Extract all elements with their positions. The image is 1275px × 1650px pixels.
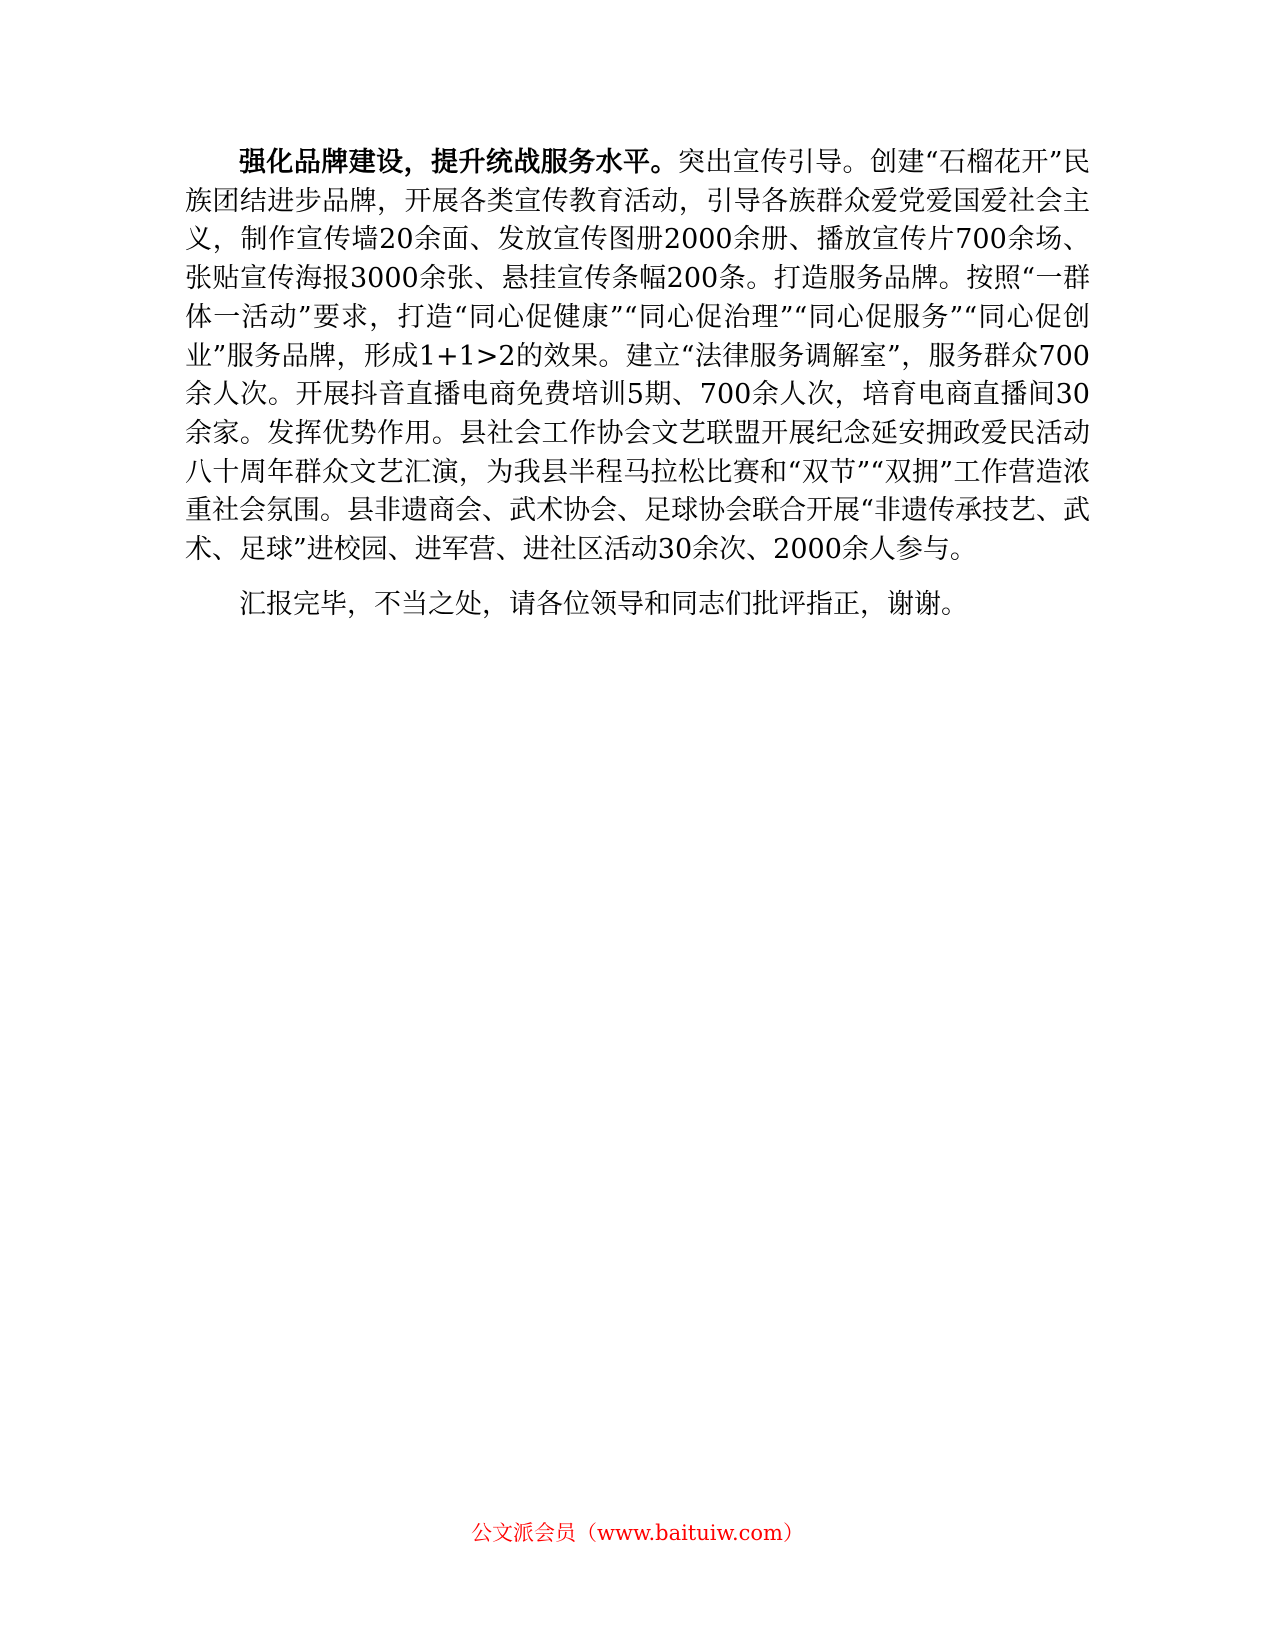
footer-watermark: 公文派会员（www.baituiw.com） [471,1521,804,1545]
paragraph-lead-heading: 强化品牌建设，提升统战服务水平。 [239,147,678,178]
paragraph-body-text: 突出宣传引导。创建“石榴花开”民族团结进步品牌，开展各类宣传教育活动，引导各族群众爱党爱国爱社会主义，制作宣传墙20余面、发放宣传图册2000余册、播放宣传片700余场、张贴宣传海报3000余张、悬挂宣传条幅200条。打造服务品牌。按照“一群体一活动”要求，打造“同心促健康”“同心促治理”“同心促服务”“同心促创业”服务品牌，形成1+1>2的效果。建立“法律服务调解室”，服务群众700余人次。开展抖音直播电商免费培训5期、700余人次，培育电商直播间30余家。发挥优势作用。县社会工作协会文艺联盟开展纪念延安拥政爱民活动八十周年群众文艺汇演，为我县半程马拉松比赛和“双节”“双拥”工作营造浓重社会氛围。县非遗商会、武术协会、足球协会联合开展“非遗传承技艺、武术、足球”进校园、进军营、进社区活动30余次、2000余人参与。 [185,147,1091,566]
paragraph-closing-remarks: 汇报完毕，不当之处，请各位领导和同志们批评指正，谢谢。 [239,588,968,620]
paragraph-brand-building [185,144,1090,570]
document-body [185,144,1090,624]
